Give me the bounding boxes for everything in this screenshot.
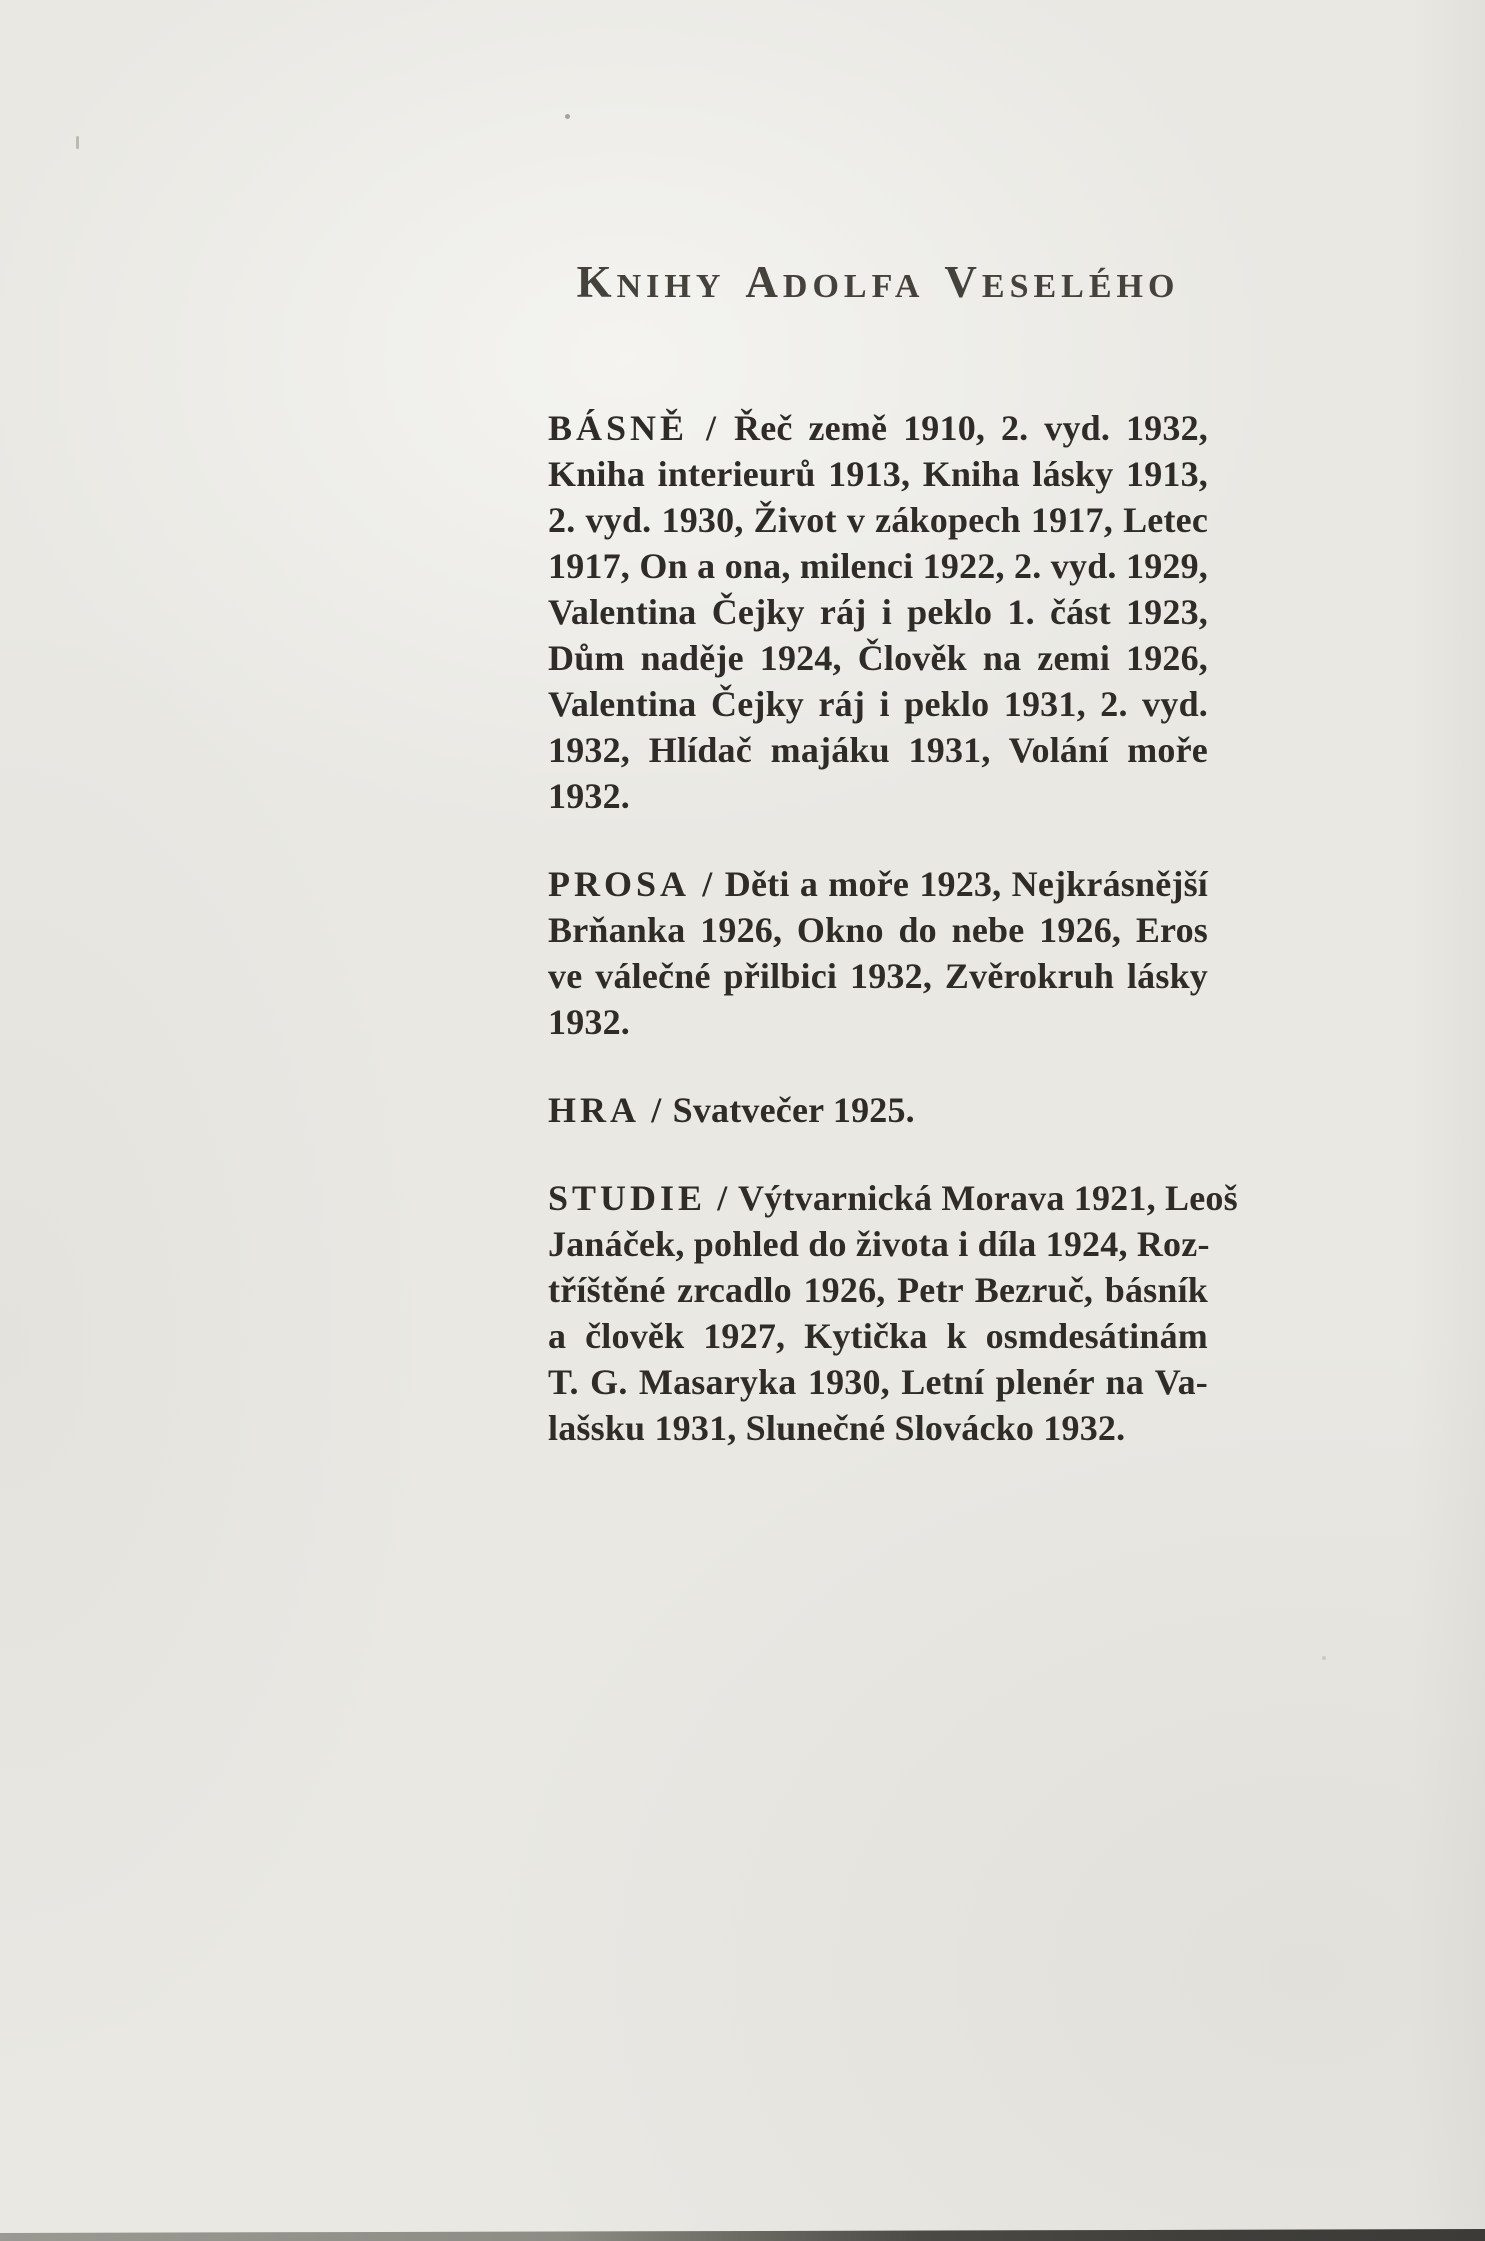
section-label: STUDIE — [548, 1178, 707, 1218]
text-line — [548, 861, 1208, 907]
text-line: Valentina Čejky ráj i peklo 1. část 1923, — [548, 592, 1208, 632]
section-label: PROSA — [548, 864, 691, 904]
text-line: a člověk 1927, Kytička k osmdesátinám — [548, 1316, 1208, 1356]
text-line: Kniha interieurů 1913, Kniha lásky 1913, — [548, 454, 1208, 494]
section-studie — [548, 1175, 1238, 1451]
text-line: T. G. Masaryka 1930, Letní plenér na Va- — [548, 1362, 1208, 1402]
text-run: Děti a moře 1923, Nejkrásnější — [724, 864, 1208, 904]
title-word-rest: NIHY — [616, 268, 726, 305]
text-line: 1917, On a ona, milenci 1922, 2. vyd. 1929, — [548, 546, 1208, 586]
paper-speck — [565, 114, 570, 119]
text-line: tříštěné zrcadlo 1926, Petr Bezruč, básník — [548, 1270, 1208, 1310]
title-word-initial: A — [745, 257, 783, 307]
section-separator: / — [702, 864, 713, 904]
title-word — [577, 256, 726, 308]
section-separator: / — [717, 1178, 728, 1218]
text-line: Valentina Čejky ráj i peklo 1931, 2. vyd. — [548, 684, 1208, 724]
text-line: 1932, Hlídač majáku 1931, Volání moře — [548, 730, 1208, 770]
section-separator: / — [705, 408, 717, 448]
title-word-initial: V — [944, 257, 982, 307]
text-line: ve válečné přilbici 1932, Zvěrokruh lásky — [548, 956, 1208, 996]
title-word — [944, 256, 1179, 308]
section-separator: / — [651, 1090, 662, 1130]
title-word — [745, 256, 924, 308]
title-word-rest: DOLFA — [782, 268, 925, 305]
paper-speck — [76, 136, 79, 149]
section-basne — [548, 405, 1208, 819]
title-word-initial: K — [576, 257, 617, 307]
text-line: Janáček, pohled do života i díla 1924, Roz- — [548, 1224, 1210, 1264]
paper-speck — [1322, 1656, 1326, 1660]
section-label: BÁSNĚ — [548, 408, 689, 448]
scan-edge-shadow — [0, 2229, 1485, 2241]
text-line: 1932. — [548, 776, 630, 816]
section-label: HRA — [548, 1090, 640, 1130]
text-run: Řeč země 1910, 2. vyd. 1932, — [734, 408, 1208, 448]
text-line — [548, 1087, 1208, 1133]
text-line — [548, 405, 1208, 451]
title-word-rest: ESELÉHO — [981, 268, 1180, 305]
text-line: lašsku 1931, Slunečné Slovácko 1932. — [548, 1408, 1126, 1448]
text-line: 1932. — [548, 1002, 630, 1042]
text-line: Brňanka 1926, Okno do nebe 1926, Eros — [548, 910, 1208, 950]
page-title — [548, 256, 1208, 308]
section-hra — [548, 1087, 1208, 1133]
text-line — [548, 1175, 1238, 1221]
text-line: 2. vyd. 1930, Život v zákopech 1917, Letec — [548, 500, 1208, 540]
text-run: Výtvarnická Morava 1921, Leoš — [738, 1178, 1238, 1218]
section-prosa — [548, 861, 1208, 1045]
text-line: Dům naděje 1924, Člověk na zemi 1926, — [548, 638, 1208, 678]
bibliography-text — [548, 405, 1238, 1493]
text-run: Svatvečer 1925. — [672, 1090, 915, 1130]
